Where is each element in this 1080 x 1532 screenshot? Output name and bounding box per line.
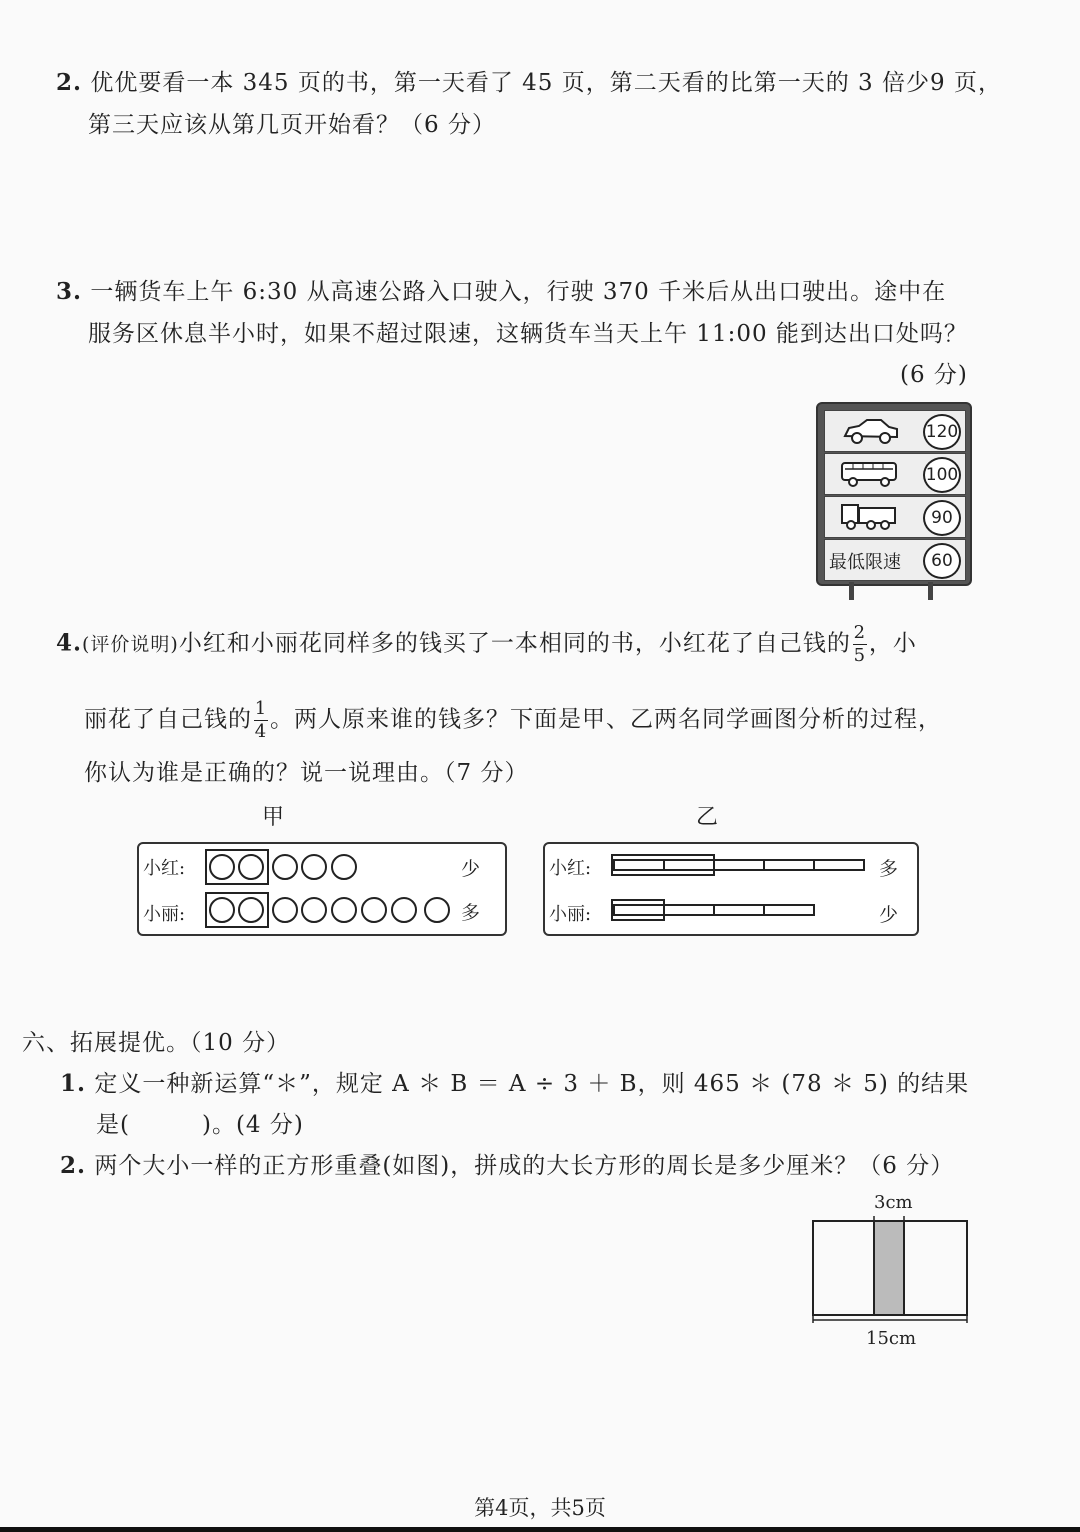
q4-text-2a: 丽花了自己钱的 (84, 706, 252, 733)
s6-q1-line2: 是( )。(4 分) (96, 1112, 304, 1138)
speed-120: 120 (923, 414, 961, 450)
diagram-jia-title: 甲 (262, 805, 285, 830)
diagram-yi (543, 842, 919, 936)
bar-segment (713, 859, 765, 871)
s6-q2-number: 2. (60, 1152, 87, 1179)
circle (272, 897, 298, 923)
overlapping-squares-figure (806, 1212, 976, 1324)
bar-segment (663, 904, 715, 916)
q3-text-1: 一辆货车上午 6:30 从高速公路入口驶入，行驶 370 千米后从出口驶出。途中在 (90, 279, 947, 305)
sign-row-truck (824, 496, 966, 538)
sign-row-bus (824, 453, 966, 495)
q2-number: 2. (56, 69, 83, 96)
q2-line1 (56, 68, 1002, 98)
speed-60: 60 (923, 543, 961, 579)
bar-segment (663, 859, 715, 871)
q4-number: 4. (56, 629, 83, 657)
circle (209, 897, 235, 923)
truck-icon (839, 501, 901, 533)
bar-segment (713, 904, 765, 916)
q4-tag: (评价说明) (82, 633, 179, 656)
circle (301, 897, 327, 923)
frac2-numerator: 1 (254, 698, 268, 719)
q4-line3: 你认为谁是正确的？说一说理由。（7 分） (84, 760, 529, 786)
circle (424, 897, 450, 923)
circle (238, 897, 264, 923)
car-icon (841, 416, 901, 446)
circle (391, 897, 417, 923)
diagram-yi-title: 乙 (696, 805, 719, 830)
q4-text-1a: 小红和小丽花同样多的钱买了一本相同的书，小红花了自己钱的 (178, 630, 851, 657)
yi-row1-note: 多 (879, 858, 899, 880)
circle (331, 897, 357, 923)
q4-line2 (84, 700, 942, 741)
circle (361, 897, 387, 923)
rect-top-label: 3cm (874, 1192, 913, 1213)
circle (331, 854, 357, 880)
s6-q2-line1 (60, 1151, 954, 1181)
circle (209, 854, 235, 880)
bar-segment (813, 859, 865, 871)
q3-score: (6 分) (900, 362, 968, 388)
sign-post-right (928, 582, 933, 600)
frac1-numerator: 2 (853, 622, 867, 643)
bar-segment (763, 859, 815, 871)
yi-xiaohong-label: 小红: (549, 858, 592, 879)
q4-text-1b: ，小 (868, 630, 917, 657)
sign-row-car (824, 410, 966, 452)
bar-segment (763, 904, 815, 916)
fraction-one-quarter (254, 700, 268, 741)
circle (272, 854, 298, 880)
frac2-denominator: 4 (254, 721, 268, 742)
bar-segment (613, 859, 665, 871)
q4-text-2b: 。两人原来谁的钱多？下面是甲、乙两名同学画图分析的过程， (270, 706, 942, 733)
sign-row-minimum (824, 539, 966, 581)
speed-90: 90 (923, 500, 961, 536)
speed-limit-sign (816, 402, 972, 586)
s6-q1-text-1: 定义一种新运算“＊”，规定 A ＊ B ＝ A ÷ 3 ＋ B，则 465 ＊ (78 ＊ 5) 的结果 (94, 1071, 970, 1097)
q2-text-1: 优优要看一本 345 页的书，第一天看了 45 页，第二天看的比第一天的 3 倍少9 页， (90, 70, 1002, 96)
frac1-denominator: 5 (853, 645, 867, 666)
rect-bottom-label: 15cm (866, 1328, 917, 1349)
speed-100: 100 (923, 457, 961, 493)
yi-row2-note: 少 (879, 904, 899, 926)
circle (301, 854, 327, 880)
page-footer: 第4页，共5页 (474, 1496, 606, 1520)
bus-icon (839, 459, 901, 489)
s6-q1-line1 (60, 1069, 969, 1099)
sign-post-left (849, 582, 854, 600)
yi-xiaoli-label: 小丽: (549, 904, 592, 925)
jia-row2-note: 多 (461, 902, 481, 924)
section6-heading: 六、拓展提优。（10 分） (22, 1030, 291, 1056)
jia-row1-note: 少 (461, 858, 481, 880)
q3-number: 3. (56, 278, 83, 305)
q3-line1 (56, 277, 946, 307)
s6-q1-number: 1. (60, 1070, 87, 1097)
diagram-jia (137, 842, 507, 936)
minimum-speed-label: 最低限速 (829, 552, 901, 573)
q3-line2: 服务区休息半小时，如果不超过限速，这辆货车当天上午 11:00 能到达出口处吗？ (88, 321, 968, 347)
s6-q2-text-1: 两个大小一样的正方形重叠(如图)，拼成的大长方形的周长是多少厘米？（6 分） (94, 1153, 955, 1179)
jia-xiaohong-label: 小红: (143, 858, 186, 879)
circle (238, 854, 264, 880)
q4-line1 (56, 624, 917, 665)
q2-line2: 第三天应该从第几页开始看？（6 分） (88, 112, 496, 138)
fraction-two-fifths (853, 624, 867, 665)
jia-xiaoli-label: 小丽: (143, 904, 186, 925)
bar-segment (613, 904, 665, 916)
bottom-edge-bar (0, 1527, 1080, 1532)
